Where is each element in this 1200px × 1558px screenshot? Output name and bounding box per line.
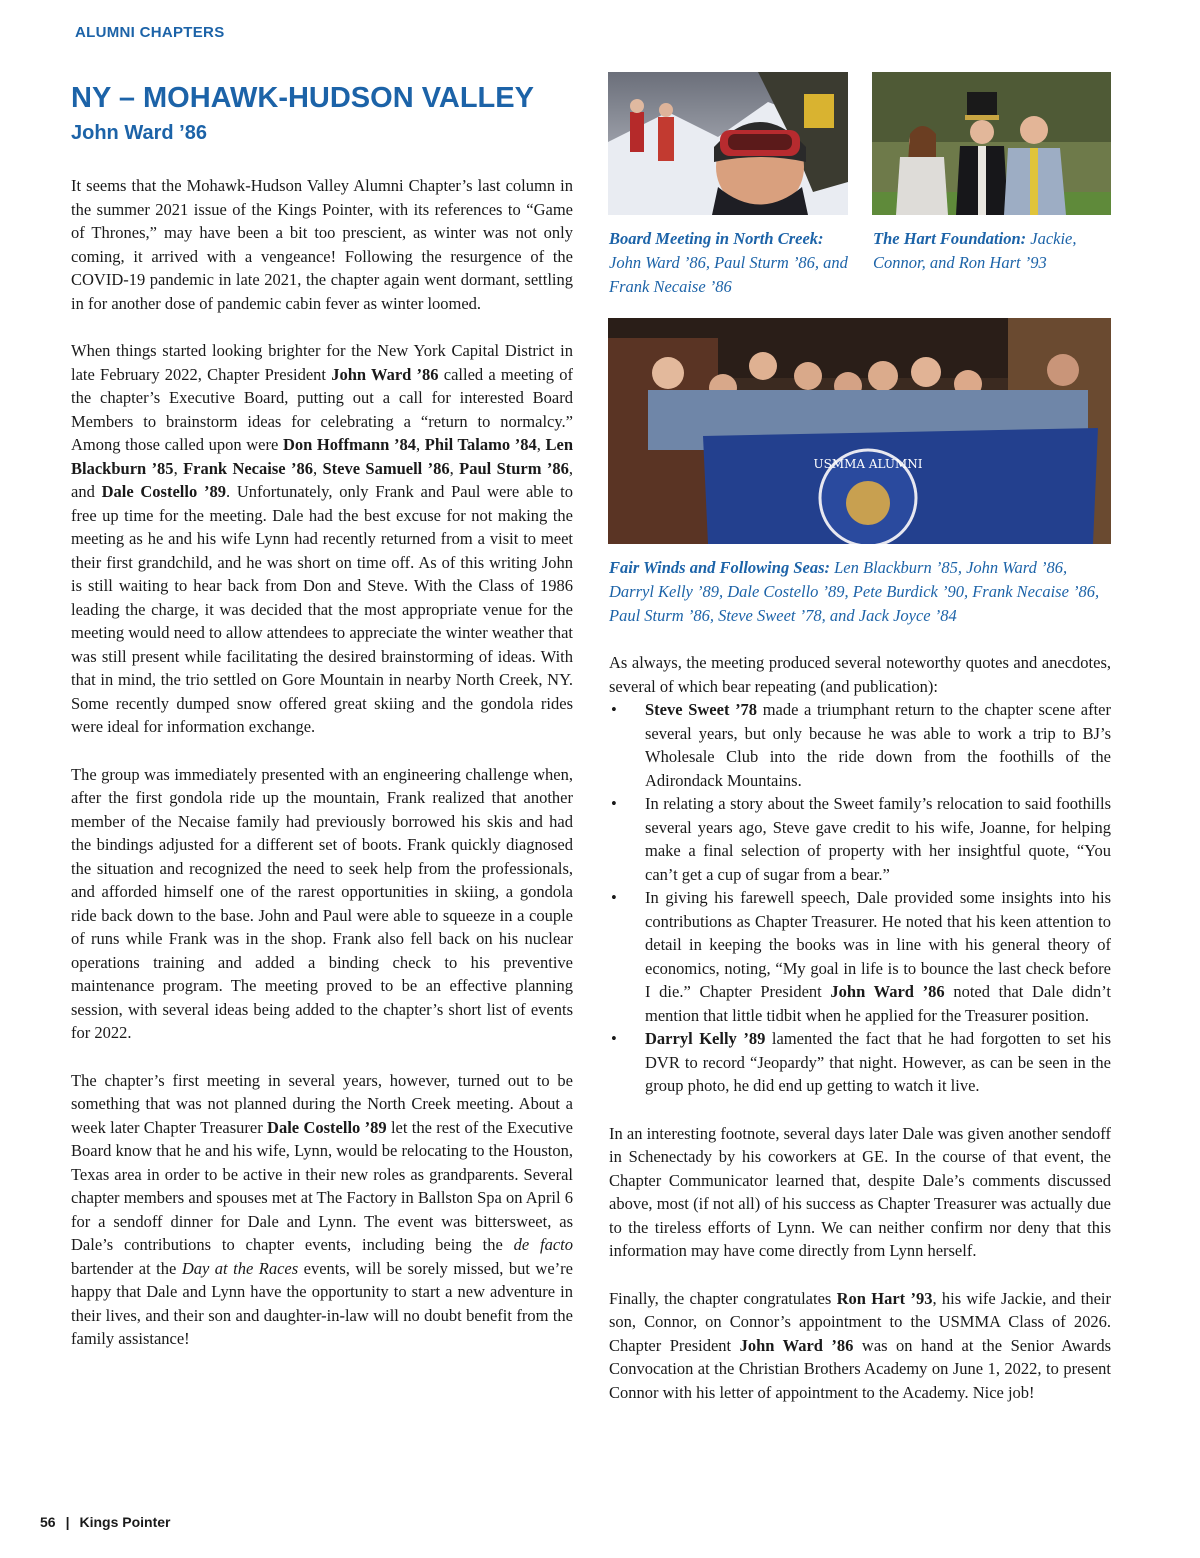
paragraph: The chapter’s first meeting in several years, however, turned out to be something that was not planned during the North Creek meeting. About a week later Chapter Treasurer Dale Costello ’89 let the rest of the Executive Board know that he and his wife, Lynn, would be relocating to the Houston, Texas area in order to be active in their new roles as grandparents. Several chapter members and spouses met at The Factory in Ballston Spa on April 6 for a sendoff dinner for Dale and Lynn. The event was bittersweet, as Dale’s contributions to chapter events, including being the de facto bartender at the Day at the Races events, will be sorely missed, but we’re happy that Dale and Lynn have the opportunity to start a new adventure in their lives, and their son and daughter-in-law will no doubt benefit from the family assistance! — [71, 1070, 573, 1348]
ski-photo — [608, 72, 848, 215]
group-photo — [608, 318, 1111, 544]
section-label: ALUMNI CHAPTERS — [75, 24, 225, 41]
paragraph: The group was immediately presented with an engineering challenge when, after the first gondola ride up the mountain, Frank realized that another member of the Necaise family had previously borrowed his skis and had the bindings adjusted for a different set of boots. Frank quickly diagnosed the situation and recognized the need to seek help from the professionals, and afforded himself one of the rarest opportunities in skiing, a gondola ride back down to the base. John and Paul were able to squeeze in a couple of runs while Frank was in the shop. Frank also fell back on his nuclear operations training and added a binding check to his preventive maintenance program. The meeting proved to be an effective planning session, with several ideas being added to the chapter’s short list of events for 2022. — [71, 764, 573, 1042]
hart-photo-caption: The Hart Foundation: Jackie, Connor, and Ron Hart ’93 — [873, 229, 1077, 272]
left-column — [71, 174, 573, 1375]
paragraph: Finally, the chapter congratulates Ron Hart ’93, his wife Jackie, and their son, Connor, on Connor’s appointment to the USMMA Class of 2026. Chapter President John Ward ’86 was on hand at the Senior Awards Convocation at the Christian Brothers Academy on June 1, 2022, to present Connor with his letter of appointment to the Academy. Nice job! — [609, 1288, 1112, 1402]
article-title: NY – MOHAWK-HUDSON VALLEY — [71, 82, 534, 114]
article-byline: John Ward ’86 — [71, 122, 207, 144]
hart-family-photo — [872, 72, 1111, 215]
list-item: • Steve Sweet ’78 made a triumphant return to the chapter scene after several years, but only because he was able to work a trip to BJ’s Wholesale Club into the ride down from the foothills of the Adirondack Mountains. — [609, 698, 1111, 792]
list-item: • In relating a story about the Sweet family’s relocation to said foothills several years ago, Steve gave credit to his wife, Joanne, for helping make a final selection of property with her insightful quote, “You can’t get a cup of sugar from a bear.” — [609, 792, 1111, 886]
publication-name: Kings Pointer — [79, 1514, 171, 1530]
footer-separator: | — [65, 1514, 70, 1530]
group-photo-caption: Fair Winds and Following Seas: Len Blackburn ’85, John Ward ’86, Darryl Kelly ’89, Dale Costello ’89, Pete Burdick ’90, Frank Necaise ’86, Paul Sturm ’86, Steve Sweet ’78, and Jack Joyce ’84 — [609, 558, 1100, 625]
paragraph: As always, the meeting produced several noteworthy quotes and anecdotes, several of which bear repeating (and publication): — [609, 653, 1111, 696]
paragraph: In an interesting footnote, several days later Dale was given another sendoff in Schenectady by his coworkers at GE. In the course of that event, the Chapter Communicator learned that, despite Dale’s comments discussed above, most (if not all) of his success as Chapter Treasurer was actually due to the tireless efforts of Lynn. We can neither confirm nor deny that this information may have come directly from Lynn herself. — [609, 1123, 1111, 1260]
list-item: • Darryl Kelly ’89 lamented the fact that he had forgotten to set his DVR to record “Jeopardy” that night. However, as can be seen in the group photo, he did end up getting to watch it live. — [609, 1027, 1111, 1098]
list-item: • In giving his farewell speech, Dale provided some insights into his contributions as Chapter Treasurer. He noted that his keen attention to detail in keeping the books was in line with his general theory of economics, noting, “My goal in life is to bounce the last check before I die.” Chapter President John Ward ’86 noted that Dale didn’t mention that little tidbit when he applied for the Treasurer position. — [609, 886, 1111, 1027]
page-footer — [40, 1514, 171, 1530]
ski-photo-caption: Board Meeting in North Creek: John Ward ’86, Paul Sturm ’86, and Frank Necaise ’86 — [609, 229, 848, 296]
right-column — [609, 651, 1111, 1428]
anecdote-list — [609, 698, 1111, 1098]
page-number: 56 — [40, 1514, 56, 1530]
paragraph: It seems that the Mohawk-Hudson Valley Alumni Chapter’s last column in the summer 2021 issue of the Kings Pointer, with its references to “Game of Thrones,” may have been a bit too prescient, as winter was not only coming, it arrived with a vengeance! Following the resurgence of the COVID-19 pandemic in late 2021, the chapter again went dormant, settling in for another dose of pandemic cabin fever as winter loomed. — [71, 176, 573, 313]
flag-text: USMMA ALUMNI — [813, 457, 923, 471]
paragraph: When things started looking brighter for the New York Capital District in late February 2022, Chapter President John Ward ’86 called a meeting of the chapter’s Executive Board, putting out a call for interested Board Members to brainstorm ideas for celebrating a “return to normalcy.” Among those called upon were Don Hoffmann ’84, Phil Talamo ’84, Len Blackburn ’85, Frank Necaise ’86, Steve Samuell ’86, Paul Sturm ’86, and Dale Costello ’89. Unfortunately, only Frank and Paul were able to free up time for the meeting. Dale had the best excuse for not making the meeting as he and his wife Lynn had recently returned from a visit to meet their first grandchild, and he was short on time off. As of this writing John is still waiting to hear back from Don and Steve. With the Class of 1986 leading the charge, it was decided that the most appropriate venue for the meeting would need to allow attendees to appreciate the winter weather that was still present while facilitating the desired brainstorming of ideas. With that in mind, the trio settled on Gore Mountain in nearby North Creek, NY. Some recently dumped snow offered great skiing and the gondola rides were ideal for information exchange. — [71, 341, 574, 736]
